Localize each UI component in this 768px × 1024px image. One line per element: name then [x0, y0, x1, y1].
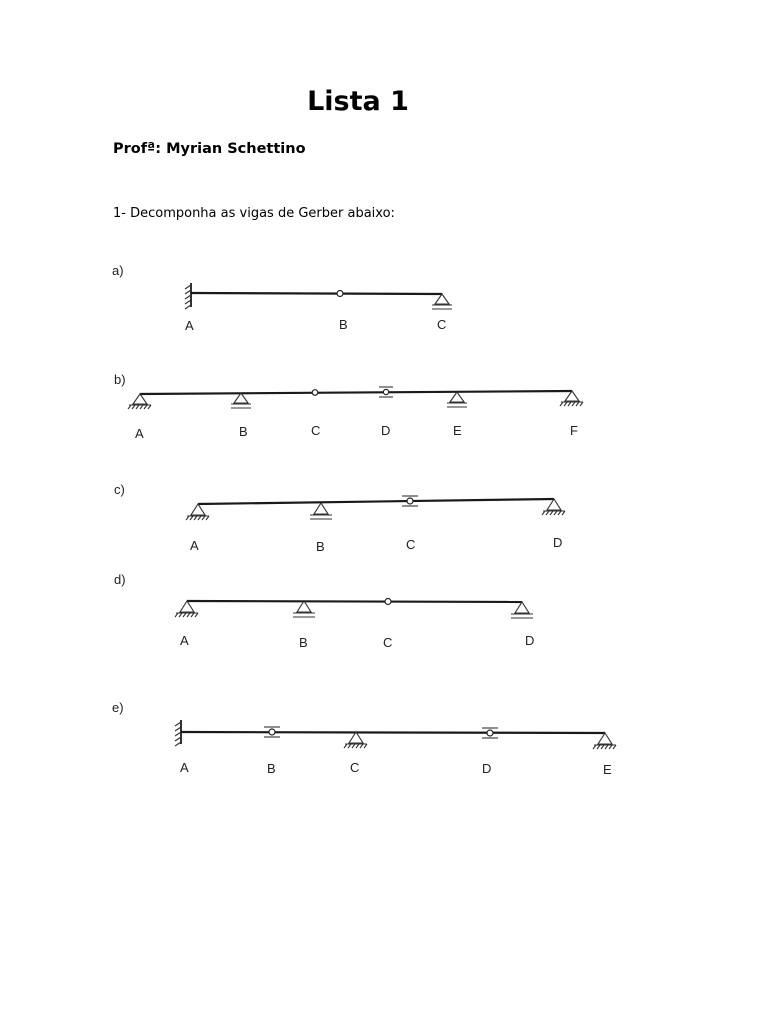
point-label: A	[135, 426, 144, 441]
professor-name: Profª: Myrian Schettino	[113, 141, 306, 157]
pinned-support-icon	[542, 499, 565, 515]
roller-support-icon	[310, 503, 332, 519]
beam-line	[181, 732, 605, 733]
fixed-support-icon	[185, 283, 191, 309]
point-label: B	[339, 317, 348, 332]
point-label: A	[180, 633, 189, 648]
beam-diagram-c	[100, 478, 640, 558]
roller-support-icon	[511, 602, 533, 618]
point-label: D	[525, 633, 535, 648]
item-label-b: b)	[114, 372, 126, 387]
beam-diagram-e	[100, 695, 640, 780]
point-label: E	[453, 423, 462, 438]
beam-line	[187, 601, 522, 602]
point-label: F	[570, 423, 578, 438]
point-label: A	[180, 760, 189, 775]
point-label: B	[267, 761, 276, 776]
roller-support-icon	[231, 393, 251, 408]
hinge-icon	[337, 291, 343, 297]
point-label: A	[190, 538, 199, 553]
pinned-support-icon	[344, 732, 367, 748]
roller-support-icon	[293, 601, 315, 617]
point-label: B	[316, 539, 325, 554]
point-label: C	[350, 760, 360, 775]
roller-support-icon	[432, 294, 452, 309]
beam-line	[198, 499, 554, 504]
pinned-support-icon	[186, 504, 209, 520]
point-label: D	[482, 761, 492, 776]
fixed-support-icon	[175, 720, 181, 746]
point-label: C	[437, 317, 447, 332]
point-label: B	[239, 424, 248, 439]
point-label: A	[185, 318, 194, 333]
pinned-support-icon	[560, 391, 583, 406]
question-text: 1- Decomponha as vigas de Gerber abaixo:	[113, 206, 395, 221]
beam-line	[140, 391, 572, 394]
beam-diagram-b	[100, 370, 640, 445]
roller-support-icon	[447, 392, 467, 407]
beam-line	[191, 293, 442, 294]
point-label: C	[383, 635, 393, 650]
beam-diagram-d	[100, 570, 640, 655]
item-label-e: e)	[112, 700, 124, 715]
item-label-c: c)	[114, 482, 125, 497]
hinge-icon	[385, 599, 391, 605]
point-label: D	[381, 423, 391, 438]
pinned-support-icon	[128, 394, 151, 409]
point-label: E	[603, 762, 612, 777]
beam-diagram-a	[100, 255, 640, 335]
item-label-d: d)	[114, 572, 126, 587]
point-label: B	[299, 635, 308, 650]
hinge-icon	[312, 390, 318, 396]
pinned-support-icon	[593, 733, 616, 749]
point-label: C	[406, 537, 416, 552]
point-label: D	[553, 535, 563, 550]
page-title: Lista 1	[307, 86, 409, 117]
point-label: C	[311, 423, 321, 438]
item-label-a: a)	[112, 263, 124, 278]
pinned-support-icon	[175, 601, 198, 617]
